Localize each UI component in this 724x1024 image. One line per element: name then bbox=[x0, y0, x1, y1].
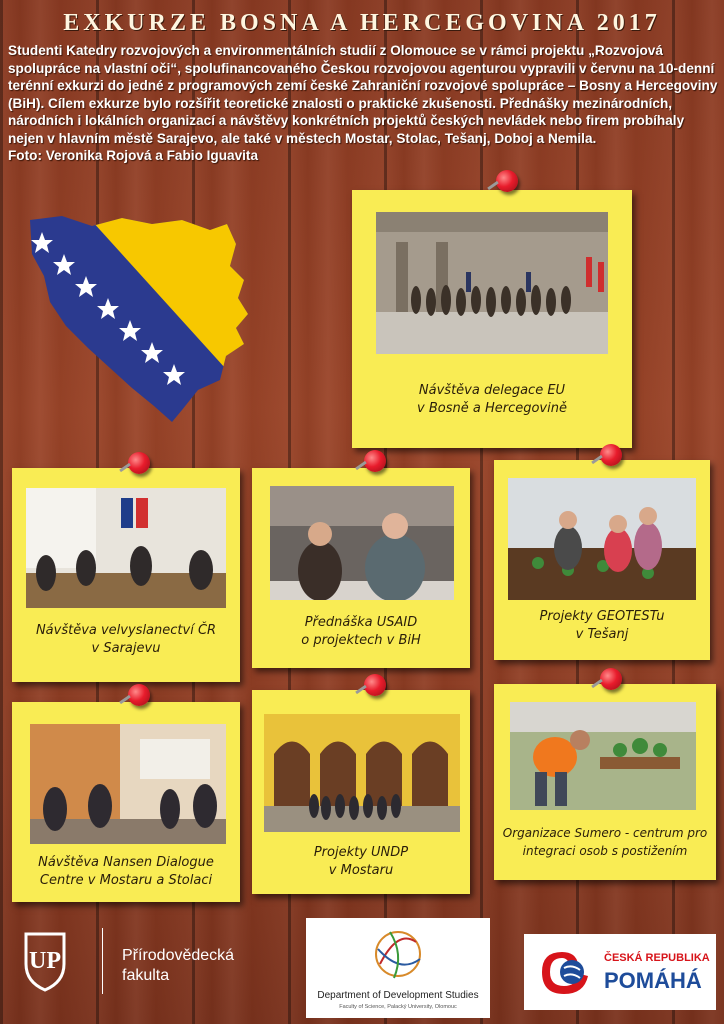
upol-crest-icon bbox=[22, 930, 68, 992]
caption-line: v Tešanj bbox=[575, 627, 629, 642]
faculty-line: Přírodovědecká bbox=[122, 947, 235, 964]
note-usaid bbox=[252, 468, 470, 668]
pushpin-icon bbox=[364, 674, 386, 696]
dept-emblem-icon bbox=[370, 924, 426, 984]
pushpin-icon bbox=[600, 668, 622, 690]
pushpin-icon bbox=[128, 452, 150, 474]
photo-usaid bbox=[270, 486, 454, 600]
caption-line: Projekty UNDP bbox=[313, 845, 409, 860]
pushpin-icon bbox=[496, 170, 518, 192]
intro-paragraph: Studenti Katedry rozvojových a environmentálních studií z Olomouce se v rámci projektu „Rozvojová spolupráce na vlastní oči“, spolufinancovaného Českou rozvojovou agenturou vypravili v červnu na 10-denní terénní exkurzi do jedné z programových zemí české Zahraniční rozvojové spolupráce – Bosny a Hercegoviny (BiH). Cílem exkurze bylo rozšířit teoretické znalosti o praktické zkušenosti. Přednášky mezinárodních, národních i lokálních organizací a návštěvy konkrétních projektů českých nevládek nebo firem probíhaly nejen v hlavním městě Sarajevo, ale také v městech Mostar, Stolac, Tešanj, Doboj a Nemila. bbox=[8, 43, 718, 146]
photo-embassy bbox=[26, 488, 226, 608]
photo-eu-delegation bbox=[376, 212, 608, 354]
caption-sumero bbox=[494, 824, 716, 860]
poster-title: EXKURZE BOSNA A HERCEGOVINA 2017 bbox=[63, 10, 661, 36]
czech-line-2: POMÁHÁ bbox=[604, 968, 702, 993]
note-embassy bbox=[12, 468, 240, 682]
pushpin-icon bbox=[364, 450, 386, 472]
dept-name: Department of Development Studies bbox=[317, 990, 479, 1001]
note-geotest bbox=[494, 460, 710, 660]
caption-usaid bbox=[252, 614, 470, 650]
caption-line: Návštěva delegace EU bbox=[418, 383, 566, 398]
note-undp bbox=[252, 690, 470, 894]
faculty-line: fakulta bbox=[122, 967, 170, 984]
photo-credit: Foto: Veronika Rojová a Fabio Iguavita bbox=[8, 148, 259, 163]
photo-geotest bbox=[508, 478, 696, 600]
faculty-name bbox=[122, 946, 234, 986]
pushpin-icon bbox=[128, 684, 150, 706]
caption-undp bbox=[252, 844, 470, 880]
caption-line: Centre v Mostaru a Stolaci bbox=[39, 873, 213, 888]
caption-line: Projekty GEOTESTu bbox=[539, 609, 665, 624]
svg-text:UP: UP bbox=[29, 948, 61, 974]
caption-geotest bbox=[494, 608, 710, 644]
note-sumero bbox=[494, 684, 716, 880]
dept-subtitle: Faculty of Science, Palacký University, Olomouc bbox=[339, 1004, 457, 1010]
caption-line: Přednáška USAID bbox=[304, 615, 418, 630]
photo-undp bbox=[264, 714, 460, 832]
caption-nansen bbox=[12, 854, 240, 890]
caption-line: o projektech v BiH bbox=[301, 633, 421, 648]
note-nansen bbox=[12, 702, 240, 902]
caption-line: v Bosně a Hercegovině bbox=[417, 401, 567, 416]
caption-line: v Sarajevu bbox=[91, 641, 161, 656]
caption-line: Návštěva velvyslanectví ČR bbox=[35, 623, 217, 638]
caption-line: Návštěva Nansen Dialogue bbox=[38, 855, 214, 870]
pushpin-icon bbox=[600, 444, 622, 466]
logo-divider bbox=[102, 928, 103, 994]
caption-embassy bbox=[12, 622, 240, 658]
caption-line: integraci osob s postižením bbox=[522, 844, 688, 858]
logo-bar bbox=[0, 910, 724, 1024]
czech-helps-emblem-icon bbox=[536, 944, 596, 1000]
czech-line-1: ČESKÁ REPUBLIKA bbox=[604, 952, 710, 964]
caption-line: Organizace Sumero - centrum pro bbox=[502, 826, 708, 840]
czech-republic-helps-logo bbox=[524, 934, 716, 1010]
intro-text bbox=[8, 42, 720, 165]
caption-line: v Mostaru bbox=[328, 863, 394, 878]
note-eu-delegation bbox=[352, 190, 632, 448]
photo-nansen bbox=[30, 724, 226, 844]
bosnia-flag-map bbox=[22, 210, 254, 424]
caption-eu-delegation bbox=[352, 382, 632, 418]
dept-logo bbox=[306, 918, 490, 1018]
photo-sumero bbox=[510, 702, 696, 810]
